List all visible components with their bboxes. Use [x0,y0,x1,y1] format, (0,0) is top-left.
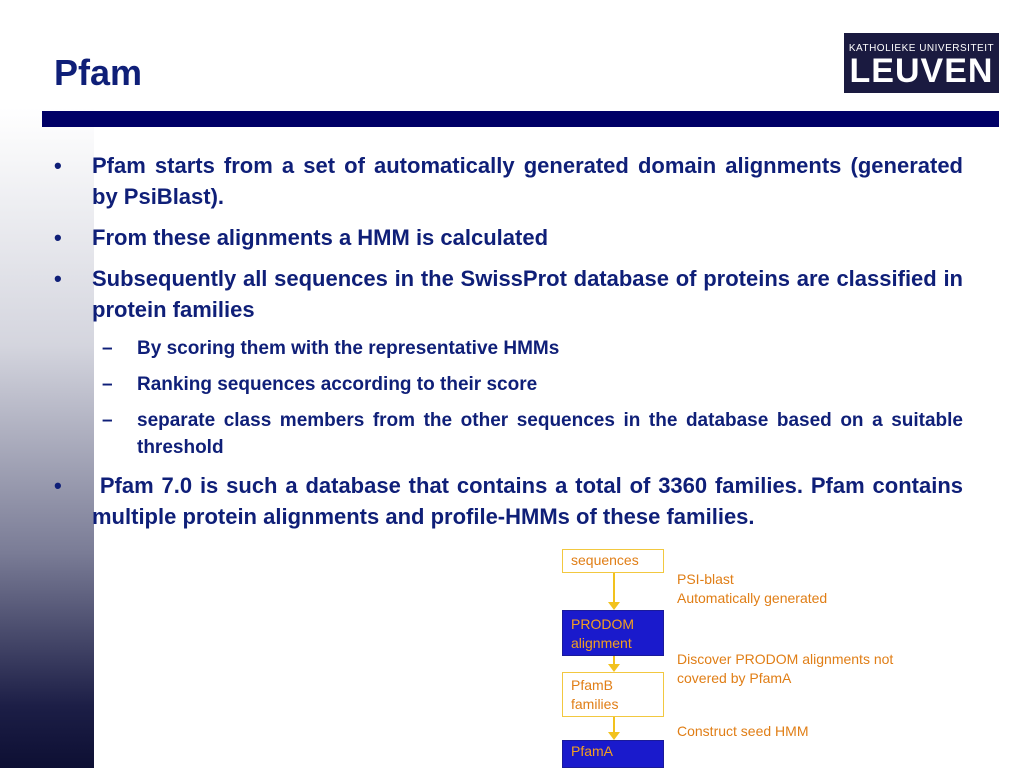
sub-bullet-item [54,335,963,362]
logo-top-text: KATHOLIEKE UNIVERSITEIT [848,43,995,54]
bullet-marker: • [54,225,62,250]
flow-box-prodom: PRODOM alignment [562,610,664,656]
sub-bullet-text: By scoring them with the representative HMMs [137,338,560,359]
flow-note-psiblast: PSI-blast Automatically generated [677,571,828,606]
bullet-item [54,263,963,325]
sub-bullet-item [54,371,963,398]
flow-box-pfamb: PfamB families [562,672,664,717]
bullet-marker: • [54,473,62,498]
flow-note-discover: Discover PRODOM alignments not covered by PfamA [677,651,894,686]
flow-arrow [613,573,615,604]
flow-arrow [613,656,615,666]
flow-arrow [613,717,615,734]
bullet-marker: • [54,153,62,178]
slide-title: Pfam [54,52,143,93]
bullet-text: Pfam starts from a set of automatically generated domain alignments (generated by PsiBlast). [92,153,963,209]
bullet-text: Pfam 7.0 is such a database that contains a total of 3360 families. Pfam contains multiple protein alignments and profile-HMMs of these families. [92,473,963,529]
sub-bullet-marker: – [102,410,113,431]
sub-bullet-item [54,407,963,461]
logo-main-text: LEUVEN [849,52,994,90]
bullet-item [54,470,963,532]
flow-box-sequences: sequences [562,549,664,573]
bullet-text: Subsequently all sequences in the SwissProt database of proteins are classified in protein families [92,266,963,322]
flow-note-seed-hmm: Construct seed HMM [677,723,809,739]
slide-content [54,150,963,542]
sub-bullet-text: Ranking sequences according to their score [137,374,538,395]
title-divider-bar [42,111,999,127]
bullet-item [54,222,963,253]
sub-bullet-marker: – [102,338,113,359]
bullet-marker: • [54,266,62,291]
university-logo [844,33,999,93]
bullet-text: From these alignments a HMM is calculated [92,225,549,250]
bullet-item [54,150,963,212]
sub-bullet-marker: – [102,374,113,395]
sub-bullet-text: separate class members from the other sequences in the database based on a suitable threshold [137,410,963,458]
flow-box-pfama: PfamA [562,740,664,768]
